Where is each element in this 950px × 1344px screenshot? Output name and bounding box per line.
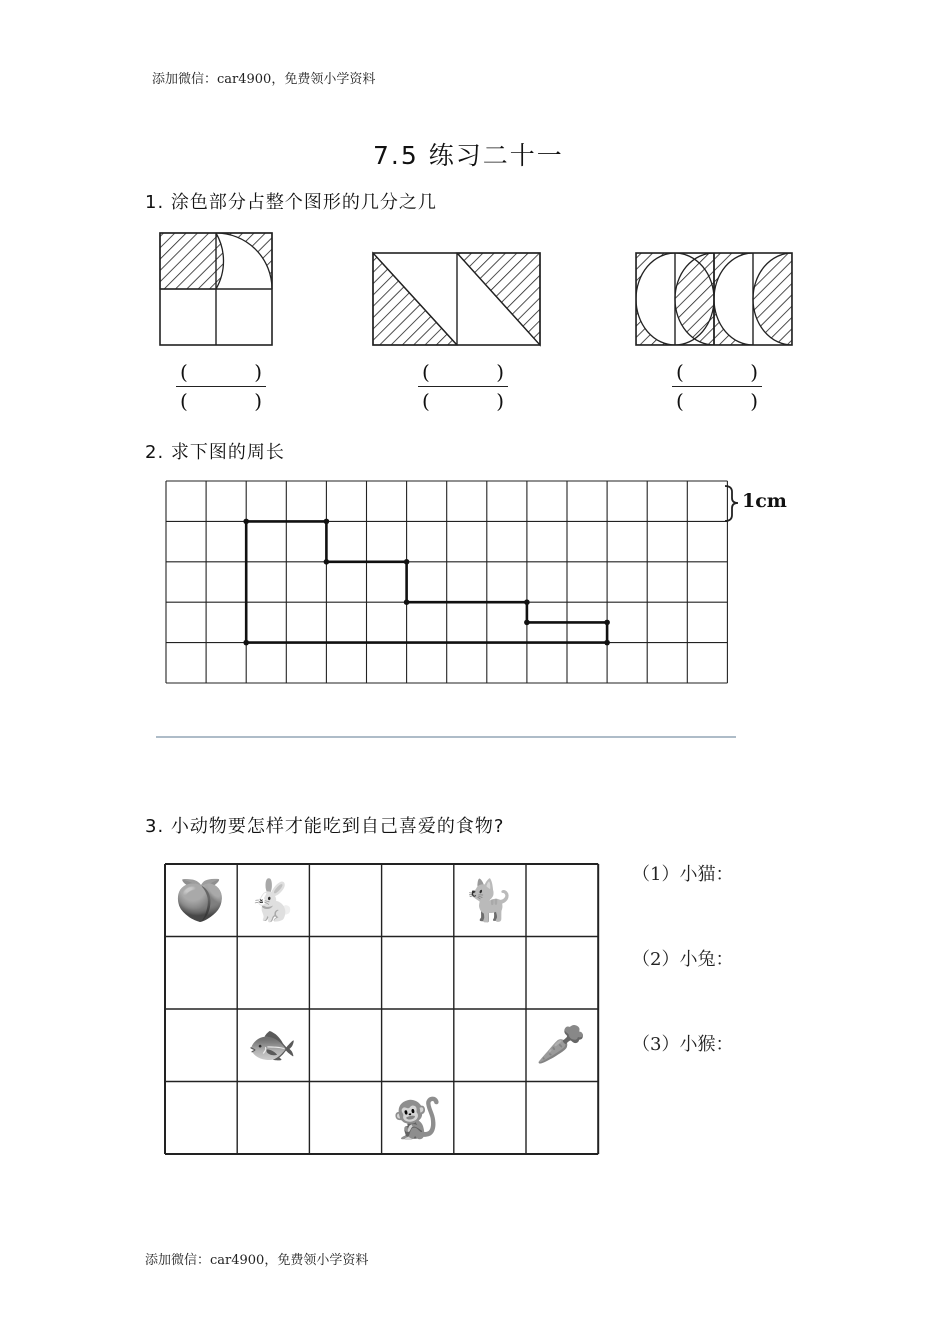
vertex-dot bbox=[243, 640, 249, 646]
figure-1-shaded-right bbox=[216, 233, 272, 289]
question-1-prompt: 1. 涂色部分占整个图形的几分之几 bbox=[145, 192, 437, 213]
carrot-icon: 🥕 bbox=[536, 1022, 586, 1068]
rabbit-icon: 🐇 bbox=[247, 878, 297, 924]
vertex-dot bbox=[524, 620, 530, 626]
answer-monkey-label: （3）小猴： bbox=[632, 1034, 734, 1055]
answer-fraction-2[interactable]: ( ) ( ) bbox=[418, 360, 508, 413]
figure-1-shaded-left bbox=[160, 233, 224, 289]
vertex-dot bbox=[324, 559, 330, 565]
vertex-dot bbox=[604, 620, 610, 626]
vertex-dot bbox=[604, 640, 610, 646]
perimeter-shape bbox=[246, 521, 607, 642]
footer-note: 添加微信：car4900，免费领小学资料 bbox=[145, 1253, 369, 1268]
header-note: 添加微信：car4900，免费领小学资料 bbox=[152, 72, 376, 87]
answer-fraction-1[interactable]: ( ) ( ) bbox=[176, 360, 266, 413]
answer-cat-label: （1）小猫： bbox=[632, 864, 734, 885]
page-title: 7.5 练习二十一 bbox=[373, 141, 564, 170]
figure-2-rectangle bbox=[373, 253, 540, 345]
unit-label: 1cm bbox=[742, 490, 787, 512]
answer-fraction-3[interactable]: ( ) ( ) bbox=[672, 360, 762, 413]
monkey-icon: 🐒 bbox=[392, 1096, 442, 1142]
vertex-dot bbox=[404, 559, 410, 565]
vertex-dot bbox=[524, 599, 530, 605]
fish-icon: 🐟 bbox=[247, 1022, 297, 1068]
question-2-prompt: 2. 求下图的周长 bbox=[145, 442, 285, 463]
cat-icon: 🐈 bbox=[464, 878, 514, 924]
figure-1-square bbox=[160, 233, 272, 345]
perimeter-grid bbox=[166, 481, 727, 683]
answer-rabbit-label: （2）小兔： bbox=[632, 949, 734, 970]
vertex-dot bbox=[243, 519, 249, 525]
vertex-dot bbox=[324, 519, 330, 525]
peach-icon: 🍑 bbox=[175, 878, 225, 924]
animal-grid bbox=[165, 864, 598, 1154]
vertex-dot bbox=[404, 599, 410, 605]
question-3-prompt: 3. 小动物要怎样才能吃到自己喜爱的食物? bbox=[145, 816, 505, 837]
